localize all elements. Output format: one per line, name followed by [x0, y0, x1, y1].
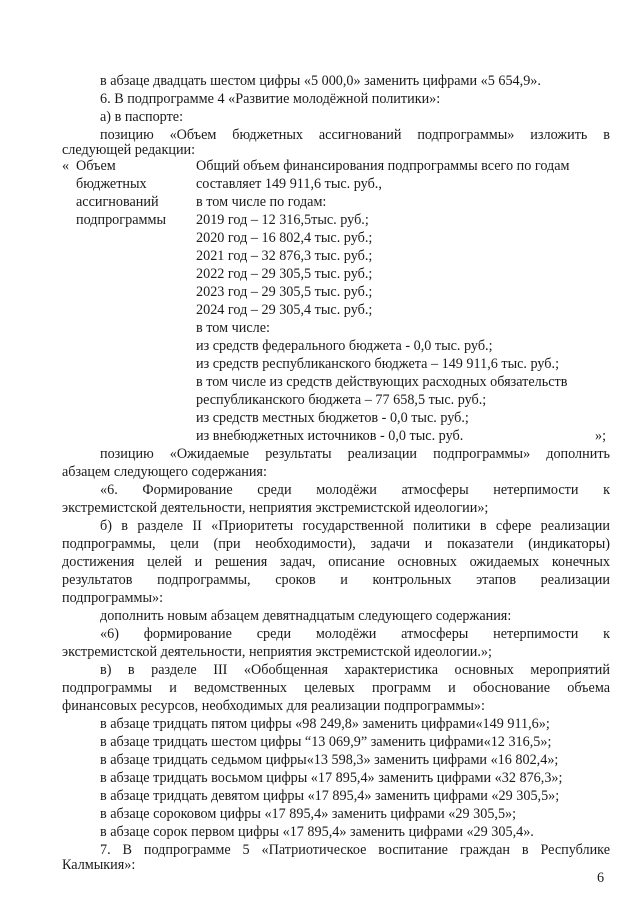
right-cell-line: составляет 149 911,6 тыс. руб.,: [196, 176, 382, 192]
right-cell-line: 2023 год – 29 305,5 тыс. руб.;: [196, 284, 373, 300]
replacement-line: в абзаце сорок первом цифры «17 895,4» заменить цифрами «29 305,4».: [100, 824, 534, 840]
text-line: а) в паспорте:: [100, 109, 184, 125]
right-cell-line: в том числе из средств действующих расходных обязательств: [196, 374, 568, 390]
right-cell-line: Общий объем финансирования подпрограммы всего по годам: [196, 158, 570, 174]
right-cell-line: республиканского бюджета – 77 658,5 тыс. руб.;: [196, 392, 487, 408]
right-cell-line: в том числе:: [196, 320, 270, 336]
left-cell-line: бюджетных: [76, 176, 147, 192]
left-cell-line: подпрограммы: [76, 212, 166, 228]
close-quote: »;: [595, 428, 607, 444]
paragraph-line: результатов подпрограммы, сроков и контрольных этапов реализации: [62, 572, 610, 588]
right-cell-line: в том числе по годам:: [196, 194, 327, 210]
right-cell-line: 2020 год – 16 802,4 тыс. руб.;: [196, 230, 373, 246]
text-line: в абзаце двадцать шестом цифры «5 000,0» заменить цифрами «5 654,9».: [100, 73, 541, 89]
page-number: 6: [597, 870, 605, 886]
text-line: 6. В подпрограмме 4 «Развитие молодёжной политики»:: [100, 91, 441, 107]
left-cell-line: Объем: [76, 158, 116, 174]
replacement-line: в абзаце тридцать шестом цифры “13 069,9” заменить цифрами«12 316,5»;: [100, 734, 552, 750]
right-cell-line: 2022 год – 29 305,5 тыс. руб.;: [196, 266, 373, 282]
text-line: подпрограммы»:: [62, 590, 164, 606]
replacement-line: в абзаце тридцать восьмом цифры «17 895,4» заменить цифрами «32 876,3»;: [100, 770, 563, 786]
text-line: дополнить новым абзацем девятнадцатым следующего содержания:: [100, 608, 512, 624]
text-line: следующей редакции:: [62, 142, 196, 158]
replacement-line: в абзаце тридцать пятом цифры «98 249,8» заменить цифрами«149 911,6»;: [100, 716, 550, 732]
right-cell-line: 2019 год – 12 316,5тыс. руб.;: [196, 212, 369, 228]
paragraph-line: достижения целей и решения задач, описание основных ожидаемых конечных: [62, 554, 610, 570]
right-cell-line: из средств республиканского бюджета – 149 911,6 тыс. руб.;: [196, 356, 560, 372]
text-line: Калмыкия»:: [62, 857, 136, 873]
paragraph-line: позицию «Ожидаемые результаты реализации подпрограммы» дополнить: [100, 446, 610, 462]
paragraph-line: «6. Формирование среди молодёжи атмосферы нетерпимости к: [100, 482, 610, 498]
paragraph-line: в) в разделе III «Обобщенная характеристика основных мероприятий: [100, 662, 610, 678]
right-cell-line: 2024 год – 29 305,4 тыс. руб.;: [196, 302, 373, 318]
text-line: экстремистской деятельности, неприятия экстремистской идеологии»;: [62, 500, 489, 516]
paragraph-line: подпрограммы и ведомственных целевых программ и обоснование объема: [62, 680, 610, 696]
paragraph-line: б) в разделе II «Приоритеты государственной политики в сфере реализации: [100, 518, 610, 534]
replacement-line: в абзаце сороковом цифры «17 895,4» заменить цифрами «29 305,5»;: [100, 806, 517, 822]
left-cell-line: ассигнований: [76, 194, 159, 210]
text-line: абзацем следующего содержания:: [62, 464, 267, 480]
right-cell-line: из средств федерального бюджета - 0,0 тыс. руб.;: [196, 338, 493, 354]
right-cell-line: из внебюджетных источников - 0,0 тыс. руб.: [196, 428, 464, 444]
right-cell-line: 2021 год – 32 876,3 тыс. руб.;: [196, 248, 373, 264]
replacement-line: в абзаце тридцать седьмом цифры«13 598,3» заменить цифрами «16 802,4»;: [100, 752, 559, 768]
replacement-line: в абзаце тридцать девятом цифры «17 895,4» заменить цифрами «29 305,5»;: [100, 788, 560, 804]
text-line: экстремистской деятельности, неприятия экстремистской идеологии.»;: [62, 644, 492, 660]
paragraph-line: 7. В подпрограмме 5 «Патриотическое воспитание граждан в Республике: [100, 842, 610, 858]
right-cell-line: из средств местных бюджетов - 0,0 тыс. руб.;: [196, 410, 469, 426]
paragraph-line: подпрограммы, цели (при необходимости), задачи и показатели (индикаторы): [62, 536, 610, 552]
paragraph-line: «6) формирование среди молодёжи атмосферы нетерпимости к: [100, 626, 610, 642]
paragraph-line: позицию «Объем бюджетных ассигнований подпрограммы» изложить в: [100, 127, 610, 143]
open-quote: «: [62, 158, 70, 174]
text-line: финансовых ресурсов, необходимых для реализации подпрограммы»:: [62, 698, 485, 714]
